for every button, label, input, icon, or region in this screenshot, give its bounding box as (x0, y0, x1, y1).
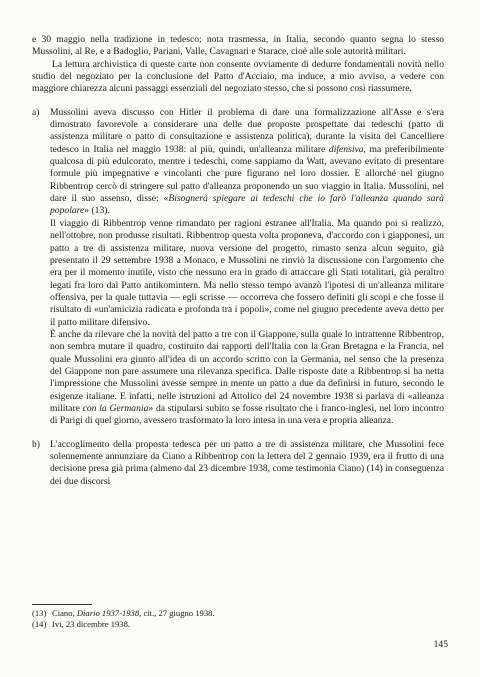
item-b-paragraph: L'accoglimento della proposta tedesca per un patto a tre di assistenza militare, che Mussolini fece solennemente annunziare da Ciano a Ribbentrop con la lettera del 2 gennaio 1939, era il frutto di una decisione presa già prima (almeno dal 23 dicembre 1938, come testimonia Ciano) (14) in conseguenza dei due discorsi (50, 438, 444, 487)
intro-paragraph: e 30 maggio nella tradizione in tedesco; nota trasmessa, in Italia, secondo quanto segna lo stesso Mussolini, al Re, e a Badoglio, Pariani, Valle, Cavagnari e Starace, cioè alle sole autorità militari. (32, 34, 444, 58)
footnotes (32, 604, 444, 630)
list-item-b (32, 439, 444, 488)
italic-diario: Diario 1937-1938 (76, 608, 140, 618)
item-a-paragraph-3 (50, 329, 444, 428)
italic-difensiva: difensiva (328, 143, 364, 155)
footnote-text: Ciano, Diario 1937-1938, cit., 27 giugno 1938. (52, 608, 215, 618)
footnote-rule (32, 604, 92, 605)
main-text (32, 34, 444, 488)
footnote-text: Ivi, 23 dicembre 1938. (52, 619, 131, 629)
footnote-number: (14) (32, 619, 47, 629)
item-a-p1-end: » (13). (84, 205, 110, 217)
list-item-a (32, 107, 444, 428)
item-a-p1-start: Mussolini aveva discusso con Hitler il problema di dare una formalizzazione all'Asse e s'era dimostrato favorevole a considerare una delle due proposte prospettate dai tedeschi (patto di assistenza militare o patto di consultazione e assistenza politica), durante la visita del Cancelliere tedesco in Italia nel maggio 1938: al più, quindi, un'alleanza militare (50, 106, 444, 155)
item-a-paragraph-2: Il viaggio di Ribbentrop venne rimandato per ragioni estranee all'Italia. Ma quando poi si realizzò, nell'ottobre, non produsse risultati. Ribbentrop questa volta proponeva, d'accordo con i giapponesi, un patto a tre di assistenza militare, nuova versione del progetto, rimasto senza alcun seguito, già presentato il 29 settembre 1938 a Monaco, e Mussolini ne rinviò la discussione con l'argomento che era per il momento inutile, visto che nessuno era in grado di attaccare gli Stati totalitari, già peraltro legati fra loro dal Patto antikomintern. Ma nello stesso tempo avanzò l'ipotesi di un'alleanza militare offensiva, per la quale tuttavia — egli scrisse — occorreva che fossero definiti gli scopi e che fosse il risultato di «un'amicizia radicata e profonda tra i popoli», come nel giugno precedente aveva detto per il patto militare difensivo. (50, 217, 444, 328)
item-a-p3-end: » da stipularsi subito se fosse risultato che i franco-inglesi, nel loro incontro di Parigi di quel giorno, avessero trasformato la loro intesa in una vera e propria alleanza. (50, 402, 445, 427)
footnote-14 (32, 619, 444, 630)
italic-quote: Bisognerà spiegare ai tedeschi che io farò l'alleanza quando sarà popolare (50, 193, 444, 217)
italic-con-la-germania: con la Germania (82, 402, 149, 414)
item-a-p3-start: È anche da rilevare che la novità del patto a tre con il Giappone, sulla quale lo intrattenne Ribbentrop, non sembra mutare il quadro, costituito dai rapporti dell'Italia con la Gran Bretagna e la Francia, nel quale Mussolini era giunto all'idea di un accordo scritto con la Germania, nel senso che la presenza del Giappone non pare assumere una rilevanza specifica. Dalle risposte date a Ribbentrop si ha netta l'impressione che Mussolini avesse sempre in mente un patto a due da definirsi in futuro, secondo le esigenze italiane. E infatti, nelle istruzioni ad Attolico del 24 novembre 1938 si parlava di «alleanza militare (50, 328, 444, 414)
item-a-label: a) (32, 106, 40, 118)
item-b-label: b) (32, 438, 40, 450)
item-a-p1-mid: , ma preferibilmente qualcosa di più edulcorato, mentre i tedeschi, come sappiamo da Watt, avevano evitato di presentare formule più impegnative e vincolanti che pure figurano nel loro dossier. E allorché nel giugno Ribbentrop cercò di stringere sul patto d'alleanza proponendo un suo viaggio in Italia. Mussolini, nel dare il suo assenso, disse: « (50, 143, 444, 205)
item-a-paragraph-1 (50, 107, 444, 218)
page-number: 145 (433, 639, 448, 650)
footnote-13 (32, 608, 444, 619)
paragraph-2: La lettura archivistica di queste carte non consente ovviamente di dedurre fondamentali novità nello studio del negoziato per la conclusione del Patto d'Acciaio, ma induce, a mio avviso, a vedere con maggiore chiarezza alcuni passaggi essenziali del negoziato stesso, che si possono così riassumere. (32, 58, 444, 95)
footnote-number: (13) (32, 608, 47, 618)
